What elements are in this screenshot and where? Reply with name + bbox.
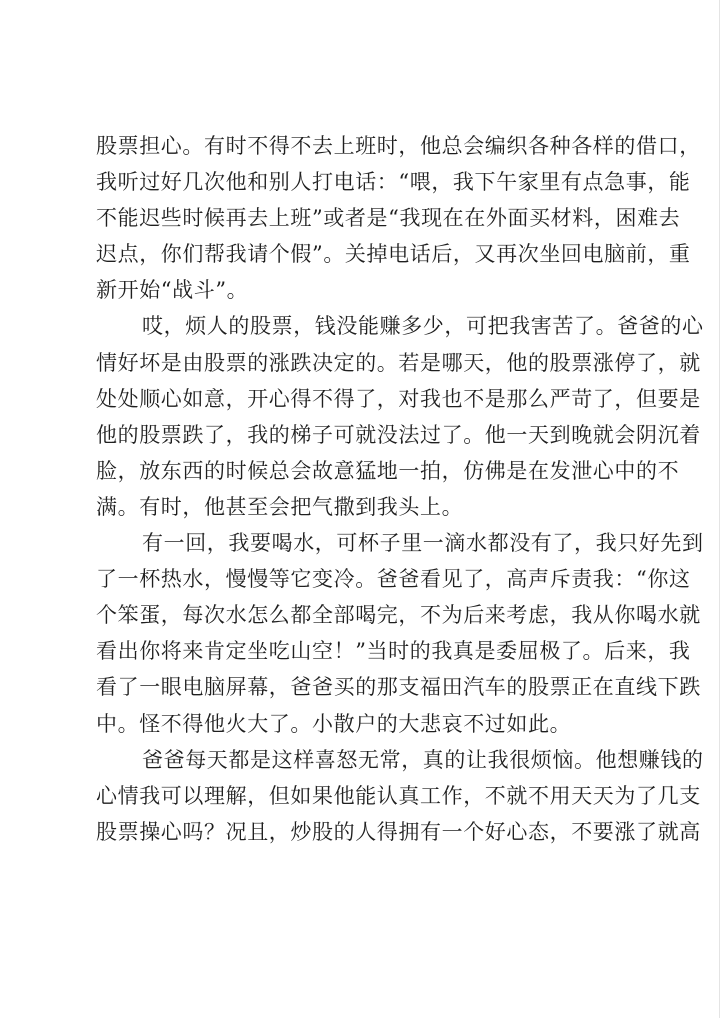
text-line: 他的股票跌了，我的梯子可就没法过了。他一天到晚就会阴沉着	[96, 422, 701, 447]
body-text	[96, 128, 704, 850]
text-line: 不能迟些时候再去上班”或者是“我现在在外面买材料，困难去	[96, 206, 681, 231]
text-line: 迟点，你们帮我请个假”。关掉电话后，又再次坐回电脑前，重	[96, 242, 691, 267]
text-line: 心情我可以理解，但如果他能认真工作，不就不用天天为了几支	[96, 783, 701, 808]
text-line: 个笨蛋，每次水怎么都全部喝完，不为后来考虑，我从你喝水就	[96, 603, 701, 628]
text-line: 股票担心。有时不得不去上班时，他总会编织各种各样的借口，	[96, 134, 701, 158]
text-line: 看了一眼电脑屏幕，爸爸买的那支福田汽车的股票正在直线下跌	[96, 675, 701, 700]
text-line: 情好坏是由股票的涨跌决定的。若是哪天，他的股票涨停了，就	[96, 350, 701, 375]
text-line: 处处顺心如意，开心得不得了，对我也不是那么严苛了，但要是	[96, 386, 701, 411]
text-line: 新开始“战斗”。	[96, 278, 249, 303]
text-line: 脸，放东西的时候总会故意猛地一拍，仿佛是在发泄心中的不	[96, 458, 680, 483]
paragraph-start-line: 有一回，我要喝水，可杯子里一滴水都没有了，我只好先到	[142, 531, 704, 556]
text-line: 中。怪不得他火大了。小散户的大悲哀不过如此。	[96, 711, 572, 736]
text-line: 股票操心吗？况且，炒股的人得拥有一个好心态，不要涨了就高	[96, 819, 701, 844]
paragraph-start-line: 哎，烦人的股票，钱没能赚多少，可把我害苦了。爸爸的心	[142, 314, 704, 339]
paragraph-start-line: 爸爸每天都是这样喜怒无常，真的让我很烦恼。他想赚钱的	[142, 747, 704, 772]
text-line: 我听过好几次他和别人打电话：“喂，我下午家里有点急事，能	[96, 170, 691, 195]
text-line: 满。有时，他甚至会把气撒到我头上。	[96, 494, 464, 519]
text-line: 了一杯热水，慢慢等它变冷。爸爸看见了，高声斥责我：“你这	[96, 567, 691, 592]
text-line: 看出你将来肯定坐吃山空！”当时的我真是委屈极了。后来，我	[96, 639, 691, 664]
